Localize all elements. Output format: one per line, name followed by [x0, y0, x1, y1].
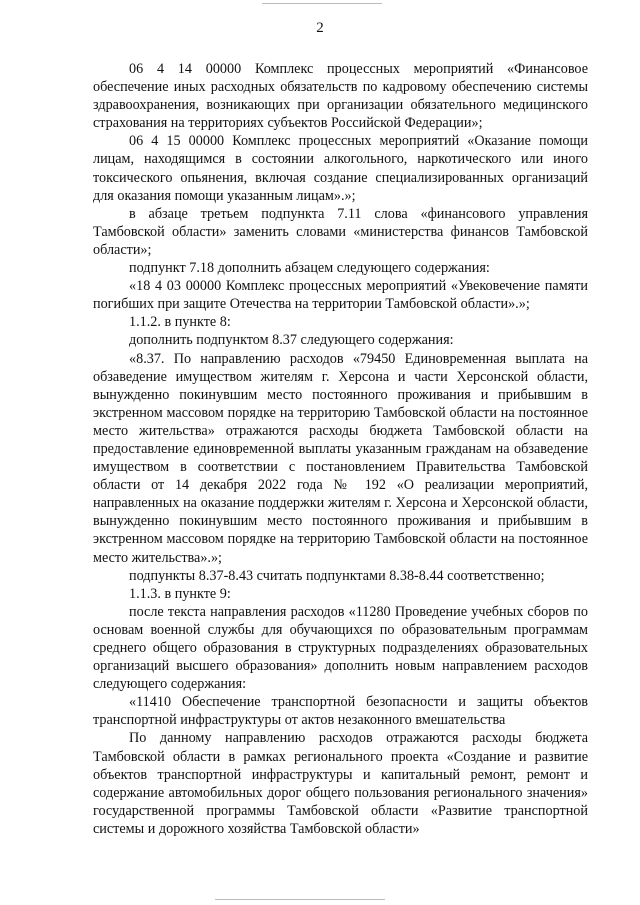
paragraph-1-1-3: 1.1.3. в пункте 9: [129, 585, 231, 602]
paragraph-renumber: подпункты 8.37-8.43 считать подпунктами 8.38-8.44 соответственно; [129, 567, 545, 584]
paragraph-11410: «11410 Обеспечение транспортной безопасности и защиты объектов транспортной инфраструктуры от актов незаконного вмешательства [93, 694, 588, 729]
paragraph-06-4-15: 06 4 15 00000 Комплекс процессных мероприятий «Оказание помощи лицам, находящимся в состоянии алкогольного, наркотического или иного токсического опьянения, включая создание специализированных организаций для оказания помощи указанным лицам».»; [93, 133, 588, 204]
paragraph-06-4-14: 06 4 14 00000 Комплекс процессных мероприятий «Финансовое обеспечение иных расходных обязательств по кадровому обеспечению системы здравоохранения, возникающих при организации обязательного медицинского страхования на территориях субъектов Российской Федерации»; [93, 61, 588, 132]
scan-artifact-top [262, 3, 382, 4]
scan-artifact-bottom [215, 899, 385, 900]
paragraph-18-4-03: «18 4 03 00000 Комплекс процессных мероприятий «Увековечение памяти погибших при защите Отечества на территории Тамбовской области».»; [93, 278, 588, 313]
page-number: 2 [316, 20, 324, 36]
paragraph-11410-description: По данному направлению расходов отражаются расходы бюджета Тамбовской области в рамках регионального проекта «Создание и развитие объектов транспортной инфраструктуры и капитальный ремонт, ремонт и содержание автомобильных дорог общего пользования регионального значения» государственной программы Тамбовской области «Развитие транспортной системы и дорожного хозяйства Тамбовской области» [93, 730, 588, 837]
paragraph-add-8-37: дополнить подпунктом 8.37 следующего содержания: [129, 332, 454, 349]
paragraph-1-1-2: 1.1.2. в пункте 8: [129, 314, 231, 331]
paragraph-after-11280: после текста направления расходов «11280 Проведение учебных сборов по основам военной службы для обучающихся по образовательным программам среднего общего образования в структурных подразделениях образовательных организаций высшего образования» дополнить новым направлением расходов следующего содержания: [93, 603, 588, 693]
document-body [93, 60, 588, 838]
paragraph-8-37-text: «8.37. По направлению расходов «79450 Единовременная выплата на обзаведение имуществом жителям г. Херсона и части Херсонской области, вынужденно покинувшим место постоянного проживания и прибывшим в экстренном массовом порядке на территорию Тамбовской области на постоянное место жительства» отражаются расходы бюджета Тамбовской области на предоставление единовременной выплаты указанным гражданам на обзаведение имуществом в соответствии с постановлением Правительства Тамбовской области от 14 декабря 2022 года № 192 «О реализации мероприятий, направленных на оказание поддержки жителям г. Херсона и Херсонской области, вынужденно покинувшим место постоянного проживания и прибывшим в экстренном массовом порядке на территорию Тамбовской области на постоянное место жительства».»; [93, 350, 588, 566]
paragraph-subclause-7-18: подпункт 7.18 дополнить абзацем следующего содержания: [129, 260, 490, 277]
paragraph-subclause-7-11: в абзаце третьем подпункта 7.11 слова «финансового управления Тамбовской области» заменить словами «министерства финансов Тамбовской области»; [93, 205, 588, 258]
